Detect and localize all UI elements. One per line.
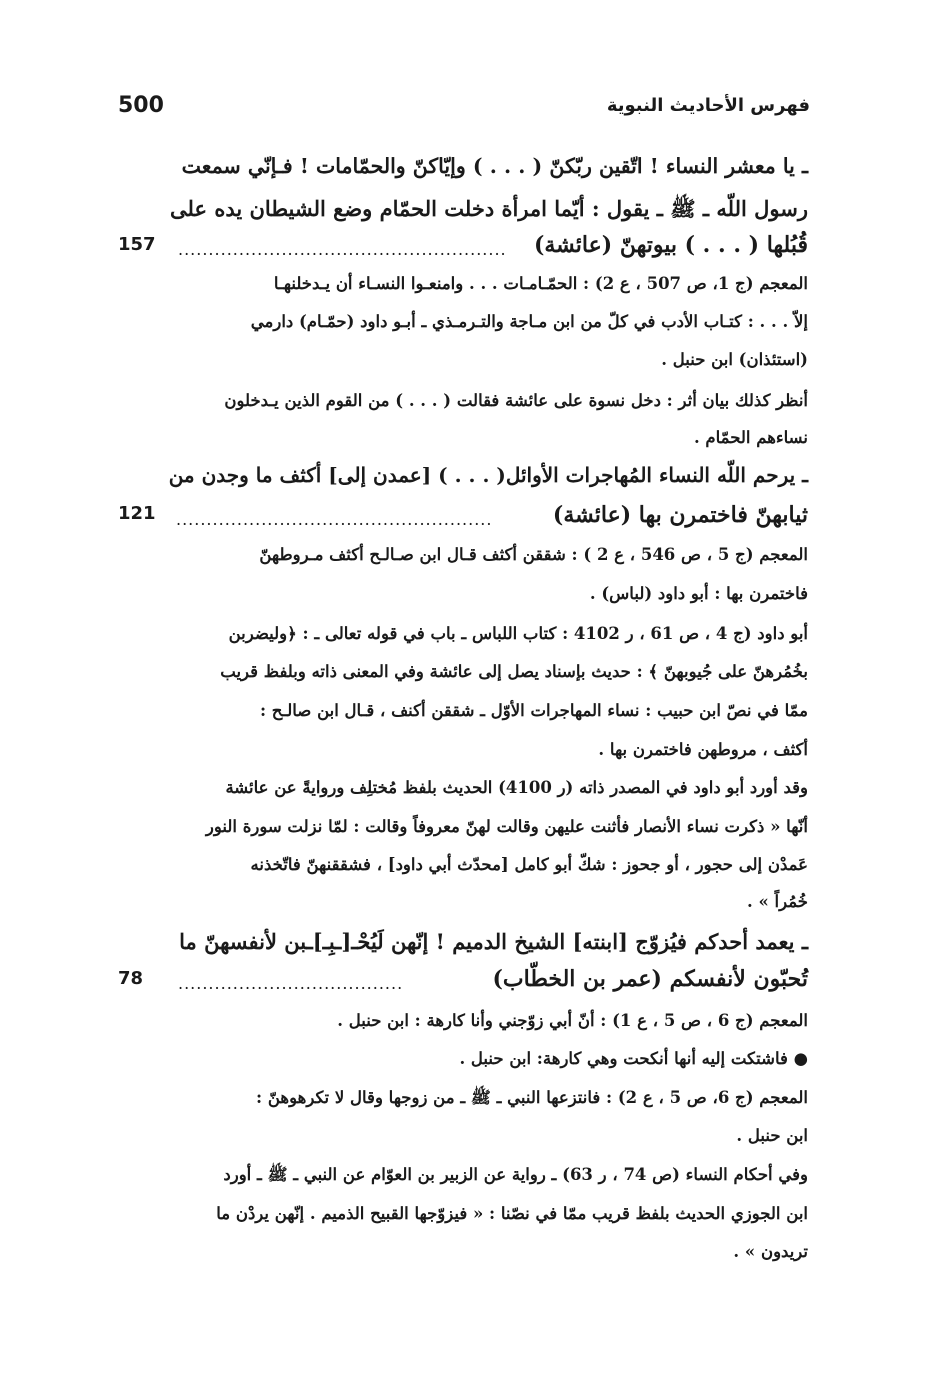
hadith-2-line-1: ـ يرحم اللّه النساء المُهاجرات الأوائل( . . . ) [عمدن إلى] أكثف ما وجدن من <box>168 463 808 487</box>
hadith-3-line-2: تُحبّون لأنفسكم (عمر بن الخطّاب) <box>492 966 808 992</box>
page-number: 500 <box>118 93 164 118</box>
hadith-1-note-3: (استئذان) ابن حنبل . <box>661 350 808 369</box>
hadith-1-line-3: قُبُلها ( . . . ) بيوتهنّ (عائشة) <box>533 232 808 258</box>
leader-dots-1: ...................................................... <box>178 240 507 259</box>
leader-dots-2: .................................................... <box>176 510 493 529</box>
hadith-3-note-4: ابن حنبل . <box>736 1126 808 1145</box>
hadith-2-note-2: فاختمرن بها : أبو داود (لباس) . <box>589 584 808 603</box>
hadith-3-note-5: وفي أحكام النساء (ص 74 ، ر 63) ـ رواية عن الزبير بن العوّام عن النبي ـ ﷺ ـ أورد <box>223 1165 808 1184</box>
hadith-1-note-2: إلاّ . . . : كتـاب الأدب في كلّ من ابن مـاجة والتـرمـذي ـ أبـو داود (حمّـام) دارمي <box>250 312 808 331</box>
hadith-2-note-6: أكثف ، مروطهن فاختمرن بها . <box>598 740 808 759</box>
hadith-2-note-4: بخُمُرهنّ على جُيوبهنّ ﴾ : حديث بإسناد يصل إلى عائشة وفي المعنى ذاته وبلفظ قريب <box>220 662 808 681</box>
hadith-2-note-3: أبو داود (ج 4 ، ص 61 ، ر 4102 : كتاب اللباس ـ باب في قوله تعالى ـ : ﴿وليضربن <box>228 624 808 643</box>
hadith-3-note-2: ● فاشتكت إليه أنها أنكحت وهي كارهة: ابن حنبل . <box>459 1049 808 1068</box>
hadith-3-note-6: ابن الجوزي الحديث بلفظ قريب ممّا في نصّنا : « فيزوّجها القبيح الذميم . إنّهن يردْن ما <box>216 1204 808 1223</box>
running-header-title: فهرس الأحاديث النبوية <box>606 95 810 116</box>
hadith-2-note-8: أنّها « ذكرت نساء الأنصار فأثنت عليهن وقالت لهنّ معروفاً وقالت : لمّا نزلت سورة النور <box>205 817 808 836</box>
hadith-3-note-7: تريدون » . <box>733 1242 808 1261</box>
hadith-3-note-1: المعجم (ج 6 ، ص 5 ، ع 1) : أنّ أبي زوّجني وأنا كارهة : ابن حنبل . <box>337 1011 808 1030</box>
hadith-1-line-2: رسول اللّه ـ ﷺ ـ يقول : أيّما امرأة دخلت الحمّام وضع الشيطان يده على <box>170 196 808 221</box>
hadith-1-note-1: المعجم (ج 1، ص 507 ، ع 2) : الحمّـامـات . . . وامنعـوا النسـاء أن يـدخلنهـا <box>273 274 808 293</box>
hadith-1-reference-number: 157 <box>118 234 156 255</box>
hadith-2-reference-number: 121 <box>118 503 156 524</box>
hadith-2-note-7: وقد أورد أبو داود في المصدر ذاته (ر 4100) الحديث بلفظ مُختلِف وروايةً عن عائشة <box>225 778 808 797</box>
leader-dots-3: ..................................... <box>178 974 404 993</box>
hadith-3-note-3: المعجم (ج 6، ص 5 ، ع 2) : فانتزعها النبي ـ ﷺ ـ من زوجها وقال لا تكرهوهنّ : <box>256 1088 808 1107</box>
hadith-2-note-5: ممّا في نصّ ابن حبيب : نساء المهاجرات الأوّل ـ شققن أكنف ، قـال ابن صالـح : <box>259 701 808 720</box>
hadith-1-note-5: نساءهم الحمّام . <box>693 428 808 447</box>
hadith-1-line-1: ـ يا معشر النساء ! اتّقين ربّكنّ ( . . . ) وإيّاكنّ والحمّامات ! فـإنّي سمعت <box>181 154 808 178</box>
hadith-1-note-4: أنظر كذلك بيان أثر : دخل نسوة على عائشة فقالت ( . . . ) من القوم الذين يـدخلون <box>224 391 808 410</box>
hadith-3-line-1: ـ يعمد أحدكم فيُزوّج [ابنته] الشيخ الدميم ! إنّهن لَيُحْـ[ـبِـ]ـبن لأنفسهنّ ما <box>179 929 808 954</box>
hadith-2-line-2: ثيابهنّ فاختمرن بها (عائشة) <box>552 502 808 528</box>
hadith-2-note-9: عَمدْن إلى حجور ، أو جحوز : شكّ أبو كامل [محدّث أبي داود] ، فشققنهنّ فاتّخذنه <box>250 855 808 874</box>
hadith-2-note-1: المعجم (ج 5 ، ص 546 ، ع 2 ) : شققن أكثف قـال ابن صـالـح أكثف مـروطهنّ <box>259 545 808 564</box>
hadith-3-reference-number: 78 <box>118 968 144 989</box>
hadith-2-note-10: خُمُراً » . <box>747 892 808 911</box>
